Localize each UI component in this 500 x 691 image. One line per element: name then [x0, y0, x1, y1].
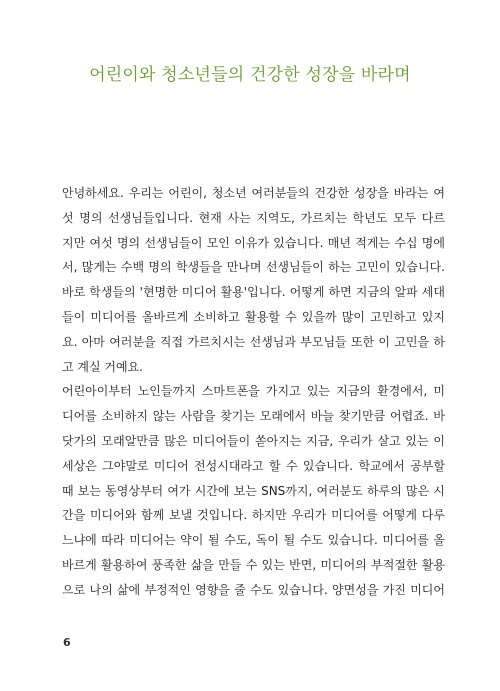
text-line: 느냐에 따라 미디어는 약이 될 수도, 독이 될 수도 있습니다. 미디어를 올	[62, 533, 445, 548]
text-line: 요. 아마 여러분을 직접 가르치시는 선생님과 부모님들 또한 이 고민을 하	[62, 334, 445, 349]
text-line: 으로 나의 삶에 부정적인 영향을 줄 수도 있습니다. 양면성을 가진 미디어	[62, 582, 445, 597]
text-line: 서, 많게는 수백 명의 학생들을 만나며 선생님들이 하는 고민이 있습니다.	[62, 260, 445, 275]
text-line: 디어를 소비하지 않는 사람을 찾기는 모래에서 바늘 찾기만큼 어렵죠. 바	[62, 409, 445, 424]
text-line: 바로 학생들의 '현명한 미디어 활용'입니다. 어떻게 하면 지금의 알파 세대	[62, 285, 445, 300]
text-line: 안녕하세요. 우리는 어린이, 청소년 여러분들의 건강한 성장을 바라는 여	[62, 186, 445, 200]
paragraph-2	[62, 379, 445, 602]
paragraph-1	[62, 181, 445, 379]
body-text	[62, 181, 445, 603]
text-line: 닷가의 모래알만큼 많은 미디어들이 쏟아지는 지금, 우리가 살고 있는 이	[62, 433, 445, 448]
text-line: 고 계실 거예요.	[62, 359, 143, 374]
text-line: 지만 여섯 명의 선생님들이 모인 이유가 있습니다. 매년 적게는 수십 명에	[62, 235, 445, 250]
text-line: 섯 명의 선생님들입니다. 현재 사는 지역도, 가르치는 학년도 모두 다르	[62, 210, 445, 225]
text-line: 세상은 그야말로 미디어 전성시대라고 할 수 있습니다. 학교에서 공부할	[62, 458, 445, 473]
text-line: 간을 미디어와 함께 보낼 것입니다. 하지만 우리가 미디어를 어떻게 다루	[62, 508, 445, 523]
text-line: 때 보는 동영상부터 여가 시간에 보는 SNS까지, 여러분도 하루의 많은 시	[62, 483, 445, 498]
text-line: 바르게 활용하여 풍족한 삶을 만들 수 있는 반면, 미디어의 부적절한 활용	[62, 557, 445, 572]
page-number: 6	[63, 636, 71, 649]
chapter-title: 어린이와 청소년들의 건강한 성장을 바라며	[89, 65, 411, 85]
text-line: 어린아이부터 노인들까지 스마트폰을 가지고 있는 지금의 환경에서, 미	[62, 384, 445, 399]
text-line: 들이 미디어를 올바르게 소비하고 활용할 수 있을까 많이 고민하고 있지	[62, 309, 445, 324]
